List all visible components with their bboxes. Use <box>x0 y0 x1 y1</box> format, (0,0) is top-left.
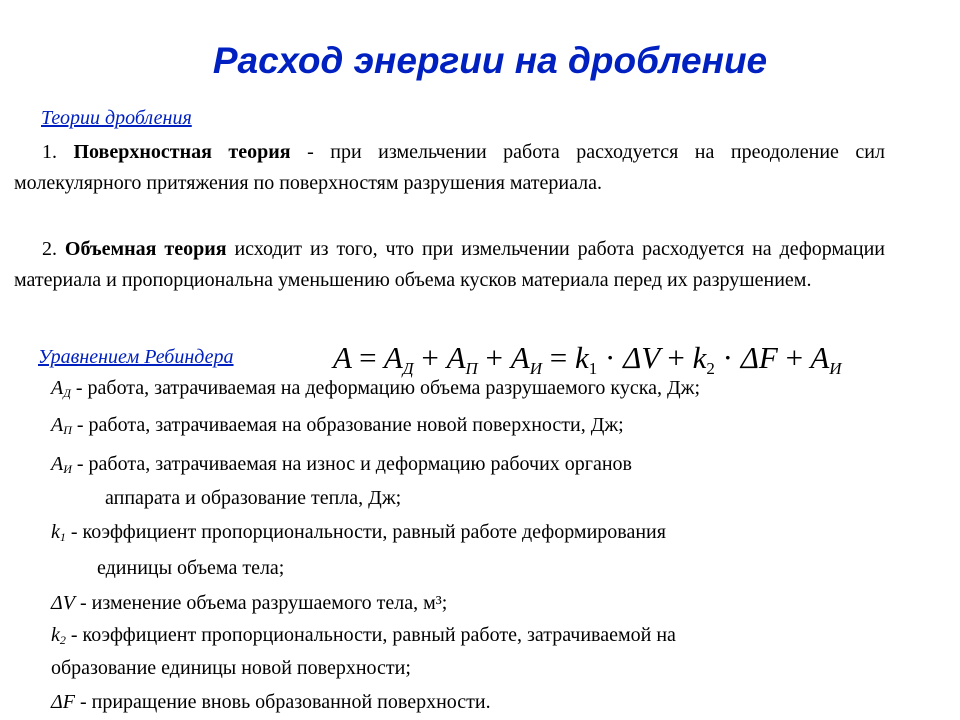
definition-ap <box>51 410 624 445</box>
eq-plus-3: + <box>667 340 685 375</box>
definition-ap-symbol: $A_П$ <box>51 414 72 437</box>
definition-ad-symbol: $A_Д$ <box>51 377 71 400</box>
theory-surface <box>14 137 885 199</box>
definition-k2-symbol: $k_2$ <box>51 624 66 647</box>
theory-surface-number: 1. <box>42 141 57 163</box>
eq-dot-2: · <box>722 340 733 375</box>
eq-plus-4: + <box>785 340 804 375</box>
theory-volume-name: Объемная теория <box>64 238 227 260</box>
theory-surface-name: Поверхностная теория <box>73 141 291 163</box>
definition-ai-continuation: аппарата и образование тепла, Дж; <box>105 487 402 509</box>
definition-k2-text: - коэффициент пропорциональности, равный работе, затрачиваемой на <box>65 624 676 646</box>
eq-ap: $A_П$ <box>446 340 478 378</box>
definition-ap-text: - работа, затрачиваемая на образование новой поверхности, Дж; <box>71 414 624 436</box>
theory-volume-number: 2. <box>42 238 57 260</box>
definition-k1 <box>51 517 666 552</box>
theory-volume <box>14 234 885 296</box>
eq-ad: $A_Д$ <box>383 340 414 378</box>
definition-ai-text: - работа, затрачиваемая на износ и деформацию рабочих органов <box>71 453 632 475</box>
eq-k2: $k_2$ <box>692 340 715 378</box>
definition-ad-text: - работа, затрачиваемая на деформацию объема разрушаемого куска, Дж; <box>70 377 700 399</box>
definition-dv-symbol: ΔV <box>51 592 75 614</box>
eq-k1: $k_1$ <box>574 340 598 378</box>
definition-ai <box>51 449 632 484</box>
rebinder-link[interactable]: Уравнением Ребиндера <box>38 346 234 368</box>
definition-k2-continuation: образование единицы новой поверхности; <box>51 657 411 679</box>
page-title: Расход энергии на дробление <box>212 40 768 81</box>
eq-plus-1: + <box>421 340 439 375</box>
eq-dv: ΔV <box>623 340 660 375</box>
theories-link[interactable]: Теории дробления <box>41 107 192 129</box>
definition-df <box>51 687 491 717</box>
eq-equals-2: = <box>549 340 568 375</box>
eq-equals-1: = <box>359 340 377 375</box>
definition-k1-text: - коэффициент пропорциональности, равный работе деформирования <box>65 521 666 543</box>
definition-ai-symbol: $A_И$ <box>51 453 72 476</box>
definition-k1-continuation: единицы объема тела; <box>97 557 285 579</box>
theory-surface-text: - при измельчении работа расходуется на преодоление сил молекулярного притяжения по поверхностям разрушения материала. <box>14 141 885 194</box>
eq-a: A <box>333 340 352 375</box>
definition-dv-text: - изменение объема разрушаемого тела, м³; <box>74 592 448 614</box>
definition-k2 <box>51 620 676 655</box>
eq-plus-2: + <box>485 340 504 375</box>
eq-df: ΔF <box>740 340 778 375</box>
definition-k1-symbol: $k_1$ <box>51 521 66 544</box>
eq-dot-1: · <box>605 340 616 375</box>
definition-ad <box>51 373 700 408</box>
definition-df-text: - приращение вновь образованной поверхности. <box>74 691 491 713</box>
eq-ai2: $A_И$ <box>810 340 842 378</box>
definition-dv <box>51 588 447 618</box>
definition-df-symbol: ΔF <box>51 691 75 713</box>
eq-ai: $A_И$ <box>510 340 542 378</box>
theory-volume-text: исходит из того, что при измельчении работа расходуется на деформации материала и пропорциональна уменьшению объема кусков материала перед их разрушением. <box>14 238 886 291</box>
